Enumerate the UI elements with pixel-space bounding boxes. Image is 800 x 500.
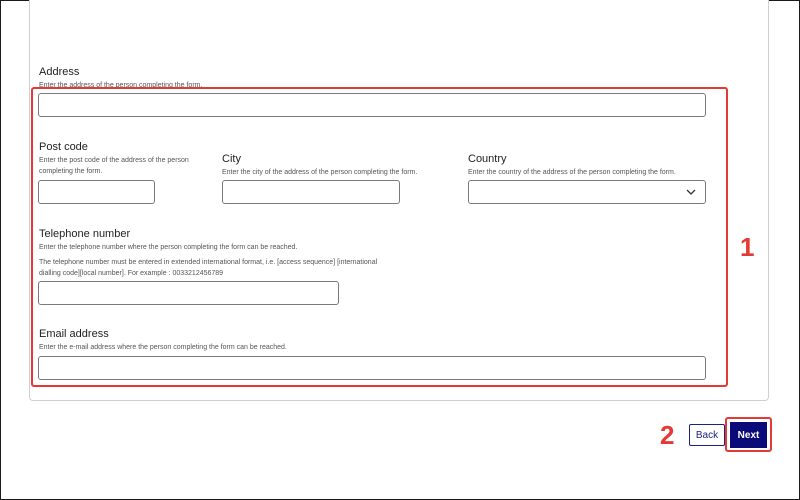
email-label: Email address <box>39 328 109 340</box>
back-button[interactable]: Back <box>689 424 725 446</box>
post-code-label: Post code <box>39 141 88 153</box>
address-help: Enter the address of the person completing the form. <box>39 82 203 89</box>
country-label: Country <box>468 153 507 165</box>
telephone-label: Telephone number <box>39 228 131 240</box>
next-button[interactable]: Next <box>730 422 767 448</box>
telephone-format-help: The telephone number must be entered in extended international format, i.e. [access sequence] [international dialling code][local number]. For example : 0033212456789 <box>39 259 378 277</box>
address-label: Address <box>39 66 80 78</box>
highlight-box-1 <box>31 87 728 387</box>
post-code-help: Enter the post code of the address of the person completing the form. <box>39 157 189 175</box>
country-help: Enter the country of the address of the person completing the form. <box>468 169 676 176</box>
step-2-marker: 2 <box>660 420 675 450</box>
city-label: City <box>222 153 241 165</box>
email-help: Enter the e-mail address where the person completing the form can be reached. <box>39 344 287 351</box>
step-1-marker: 1 <box>740 232 755 262</box>
telephone-help: Enter the telephone number where the person completing the form can be reached. <box>39 244 298 251</box>
city-help: Enter the city of the address of the person completing the form. <box>222 169 418 176</box>
